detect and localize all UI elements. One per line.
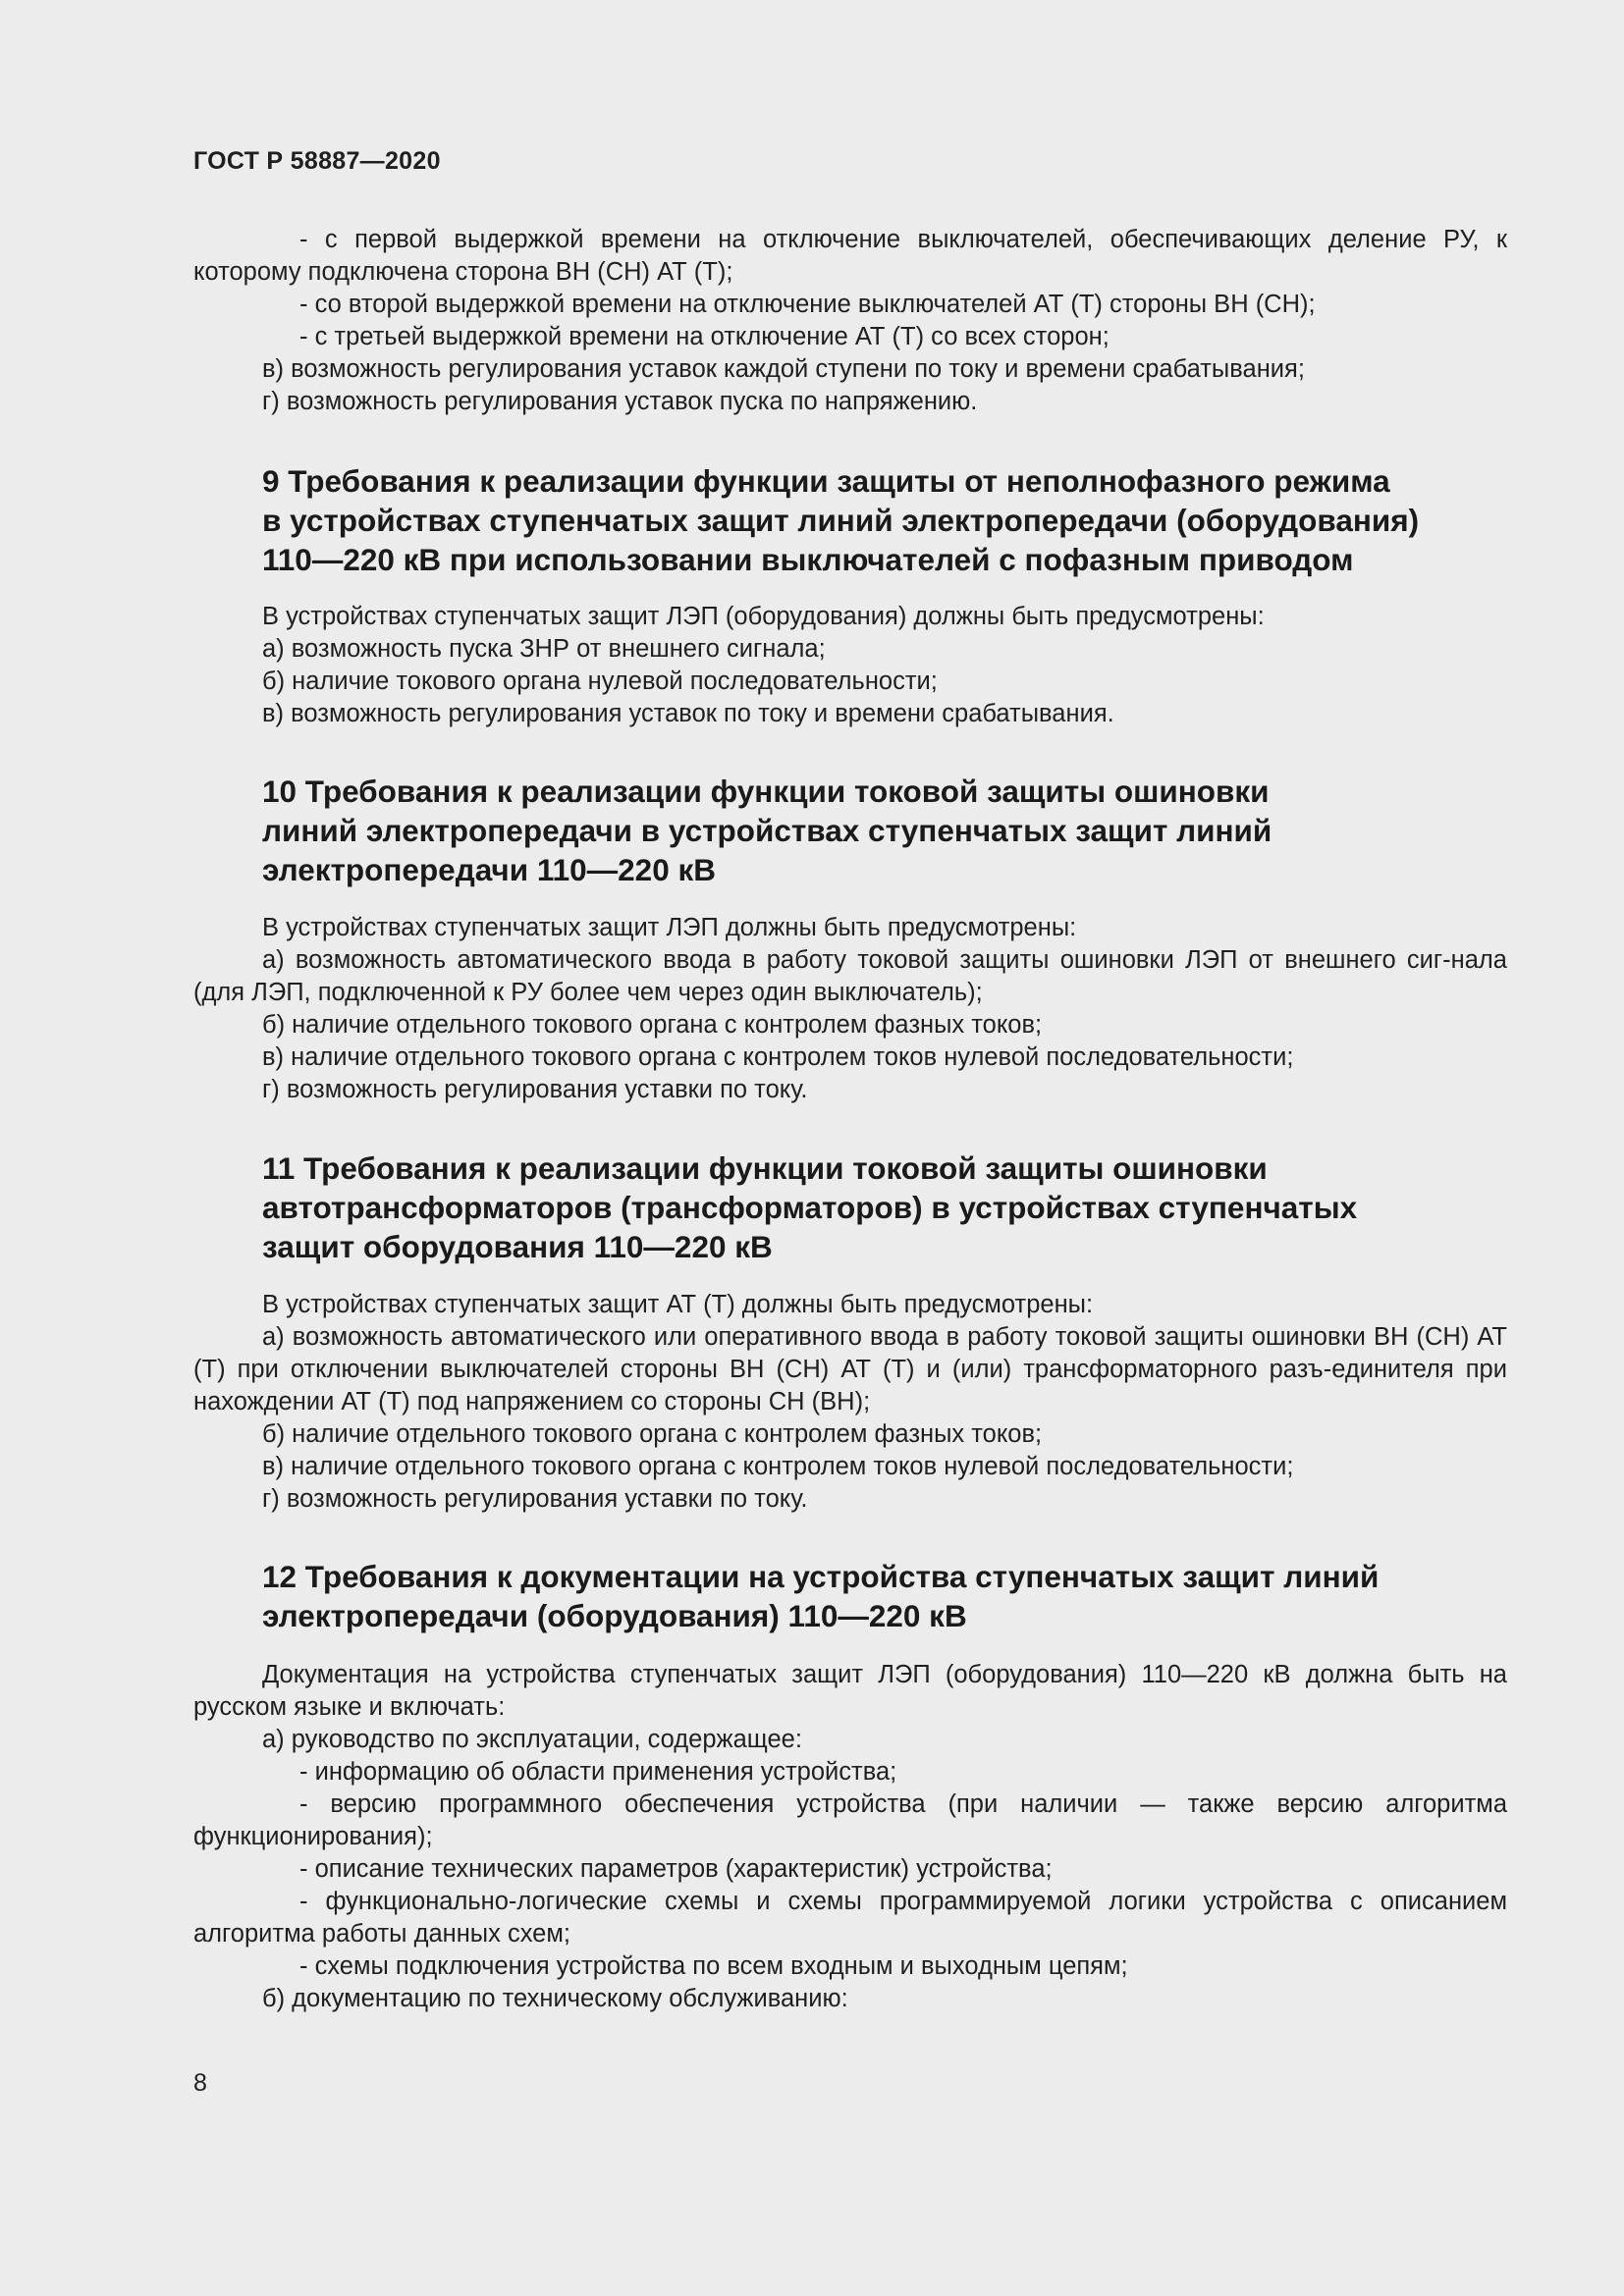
- list-item: г) возможность регулирования уставки по току.: [262, 1076, 808, 1103]
- paragraph: Документация на устройства ступенчатых защит ЛЭП (оборудования) 110—220 кВ должна быть на русском языке и включать:: [193, 1661, 1507, 1721]
- list-item: б) наличие токового органа нулевой последовательности;: [262, 667, 938, 695]
- intro-line: г) возможность регулирования уставок пуска по напряжению.: [262, 388, 978, 415]
- list-item: б) документацию по техническому обслуживанию:: [262, 1985, 848, 2012]
- intro-block: [193, 224, 1507, 418]
- sub-list-item: - схемы подключения устройства по всем входным и выходным цепям;: [299, 1952, 1128, 1980]
- section-10-body: [193, 912, 1507, 1106]
- section-12-heading: 12 Требования к документации на устройства ступенчатых защит линий электропередачи (оборудования) 110—220 кВ: [262, 1559, 1380, 1633]
- page-number: 8: [193, 2069, 207, 2097]
- list-item: в) возможность регулирования уставок по току и времени срабатывания.: [262, 700, 1114, 727]
- list-item: а) возможность пуска ЗНР от внешнего сигнала;: [262, 635, 826, 663]
- intro-line: - со второй выдержкой времени на отключение выключателей АТ (Т) стороны ВН (СН);: [299, 291, 1316, 318]
- sub-list-item: - функционально-логические схемы и схемы программируемой логики устройства с описанием алгоритма работы данных схем;: [193, 1888, 1507, 1948]
- paragraph: В устройствах ступенчатых защит АТ (Т) должны быть предусмотрены:: [262, 1291, 1094, 1318]
- sub-list-item: - информацию об области применения устройства;: [299, 1758, 897, 1786]
- section-10-heading: 10 Требования к реализации функции токовой защиты ошиновки линий электропередачи в устройствах ступенчатых защит линий электропередачи 110—220 кВ: [262, 774, 1272, 887]
- intro-line: - с первой выдержкой времени на отключение выключателей, обеспечивающих деление РУ, к которому подключена сторона ВН (СН) АТ (Т);: [193, 226, 1507, 286]
- sub-list-item: - описание технических параметров (характеристик) устройства;: [299, 1855, 1053, 1883]
- list-item: в) наличие отдельного токового органа с контролем токов нулевой последовательности;: [262, 1453, 1294, 1480]
- section-12-body: [193, 1659, 1507, 2015]
- list-item: а) возможность автоматического или оперативного ввода в работу токовой защиты ошиновки ВН (СН) АТ (Т) при отключении выключателей стороны ВН (СН) АТ (Т) и (или) трансформаторного разъ-единителя при нахождении АТ (Т) под напряжением со стороны СН (ВН);: [193, 1323, 1507, 1415]
- section-9-body: [193, 601, 1507, 730]
- list-item: г) возможность регулирования уставки по току.: [262, 1485, 808, 1513]
- sub-list-item: - версию программного обеспечения устройства (при наличии — также версию алгоритма функционирования);: [193, 1790, 1507, 1850]
- section-9-heading: 9 Требования к реализации функции защиты от неполнофазного режима в устройствах ступенчатых защит линий электропередачи (оборудования) 110—220 кВ при использовании выключателей с пофазным приводом: [262, 463, 1420, 577]
- list-item: в) наличие отдельного токового органа с контролем токов нулевой последовательности;: [262, 1043, 1294, 1071]
- intro-line: - с третьей выдержкой времени на отключение АТ (Т) со всех сторон;: [299, 323, 1110, 350]
- list-item: а) руководство по эксплуатации, содержащее:: [262, 1726, 802, 1753]
- paragraph: В устройствах ступенчатых защит ЛЭП должны быть предусмотрены:: [262, 914, 1077, 941]
- section-11-body: [193, 1289, 1507, 1516]
- intro-line: в) возможность регулирования уставок каждой ступени по току и времени срабатывания;: [262, 355, 1305, 383]
- paragraph: В устройствах ступенчатых защит ЛЭП (оборудования) должны быть предусмотрены:: [262, 603, 1265, 630]
- list-item: б) наличие отдельного токового органа с контролем фазных токов;: [262, 1011, 1043, 1039]
- section-11-heading: 11 Требования к реализации функции токовой защиты ошиновки автотрансформаторов (трансформаторов) в устройствах ступенчатых защит оборудования 110—220 кВ: [262, 1150, 1358, 1264]
- list-item: б) наличие отдельного токового органа с контролем фазных токов;: [262, 1420, 1043, 1448]
- document-id: ГОСТ Р 58887—2020: [193, 147, 441, 175]
- list-item: а) возможность автоматического ввода в работу токовой защиты ошиновки ЛЭП от внешнего сиг-нала (для ЛЭП, подключенной к РУ более чем через один выключатель);: [193, 946, 1507, 1006]
